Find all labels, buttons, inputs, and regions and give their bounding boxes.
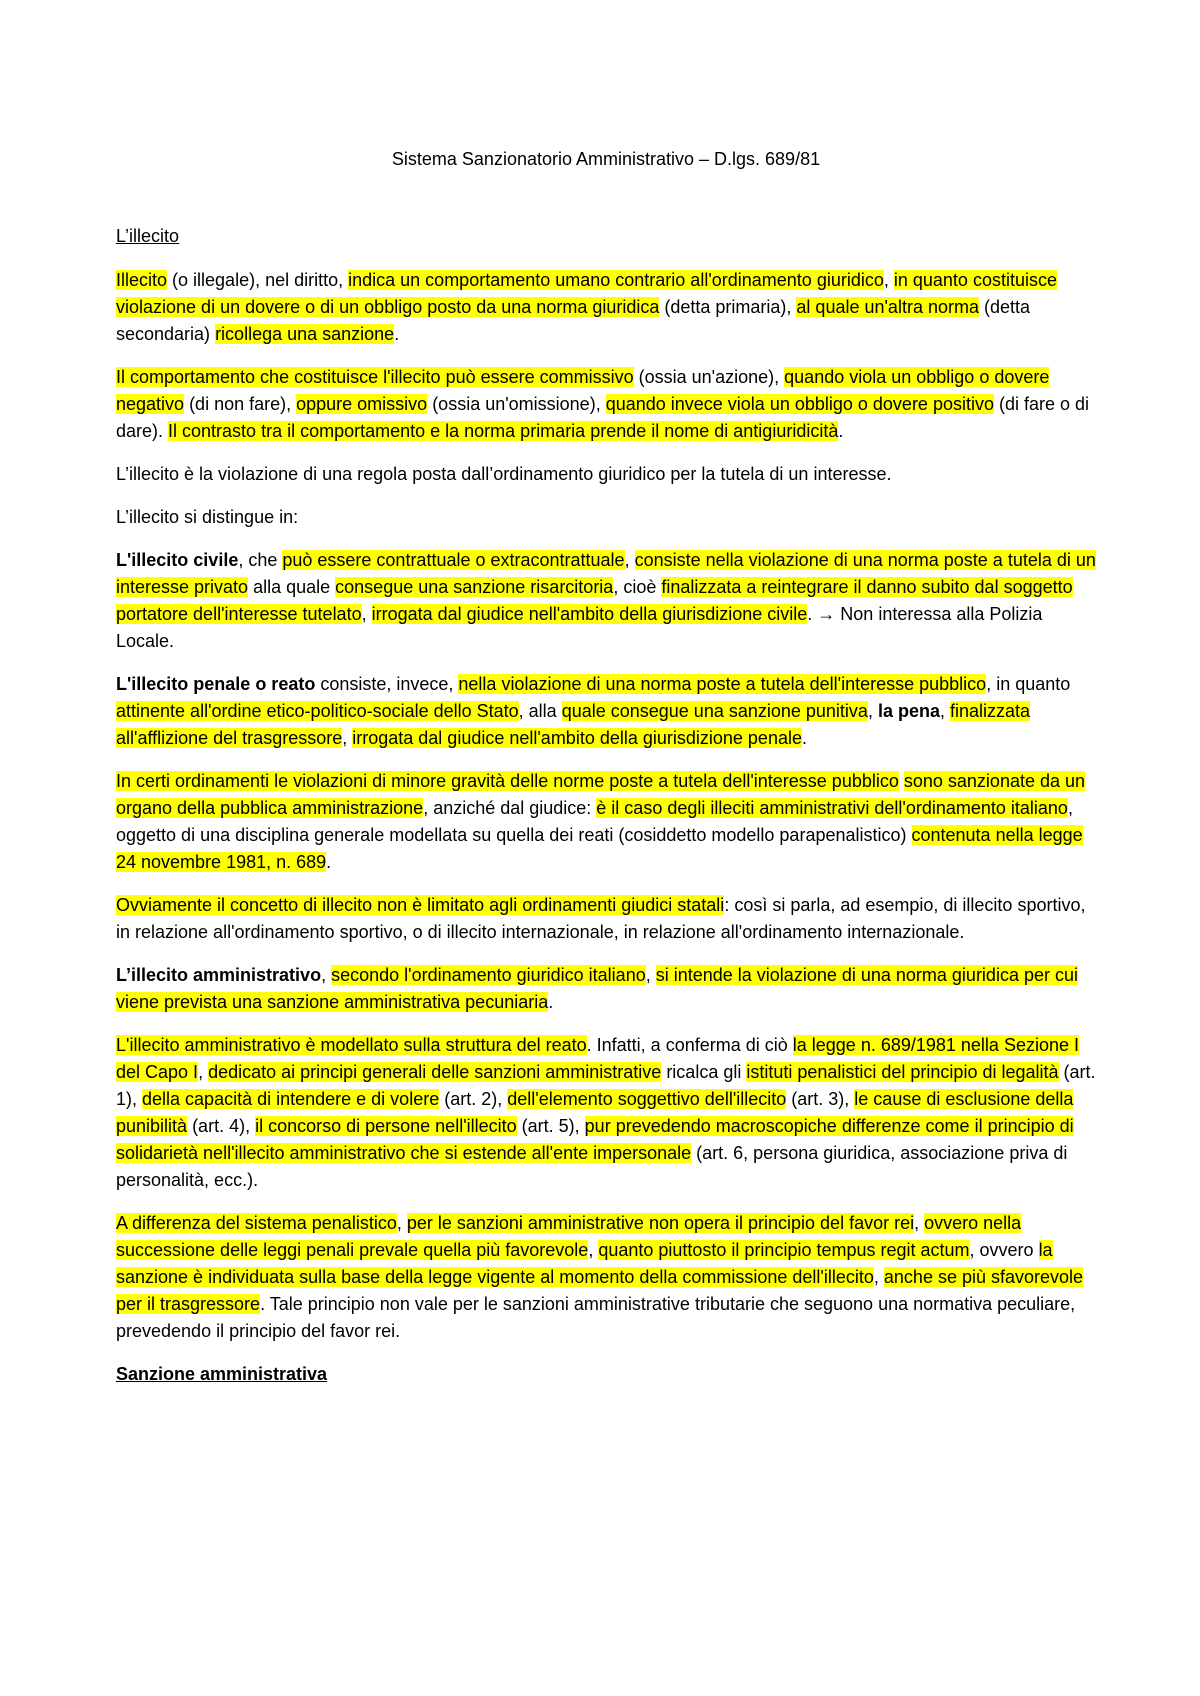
text-segment: . Tale principio non vale per le sanzioni amministrative tributarie che seguono una normativa peculiare, prevedendo il principio del favor rei. <box>116 1294 1076 1341</box>
highlighted-text: Il comportamento che costituisce l'illecito può essere commissivo <box>116 367 634 387</box>
text-segment: , cioè <box>613 577 662 597</box>
text-segment: (di fare o di dare). <box>116 394 1090 441</box>
paragraph <box>116 892 1096 946</box>
document-title: Sistema Sanzionatorio Amministrativo – D.lgs. 689/81 <box>391 149 821 169</box>
text-segment: , <box>342 728 353 748</box>
text-segment: , <box>396 1213 407 1233</box>
section-heading-illecito-text: L’illecito <box>116 226 180 246</box>
text-segment: , <box>361 604 372 624</box>
paragraph <box>116 962 1096 1016</box>
text-segment: (art. 6, persona giuridica, associazione priva di personalità, ecc.). <box>116 1143 1068 1190</box>
bold-text: L'illecito civile <box>116 550 239 570</box>
highlighted-text: quale consegue una sanzione punitiva <box>561 701 868 721</box>
highlighted-text: oppure omissivo <box>296 394 428 414</box>
highlighted-text: L'illecito amministrativo è modellato sulla struttura del reato <box>116 1035 587 1055</box>
text-segment: , <box>867 701 878 721</box>
text-segment: (ossia un'omissione), <box>427 394 606 414</box>
text-segment: , ovvero <box>969 1240 1039 1260</box>
text-segment: . <box>838 421 844 441</box>
highlighted-text: finalizzata all'afflizione del trasgressore <box>116 701 1031 748</box>
highlighted-text: nella violazione di una norma poste a tutela dell'interesse pubblico <box>458 674 987 694</box>
highlighted-text: quando viola un obbligo o dovere negativo <box>116 367 1050 414</box>
highlighted-text: per le sanzioni amministrative non opera il principio del favor rei <box>406 1213 915 1233</box>
section-heading-sanzione-text: Sanzione amministrativa <box>116 1364 328 1384</box>
highlighted-text: sono sanzionate da un organo della pubblica amministrazione <box>116 771 1086 818</box>
highlighted-text: Illecito <box>116 270 168 290</box>
highlighted-text: il concorso di persone nell'illecito <box>255 1116 517 1136</box>
highlighted-text: pur prevedendo macroscopiche differenze come il principio di solidarietà nell'illecito amministrativo che si estende all'ente impersonale <box>116 1116 1074 1163</box>
text-segment: (detta secondaria) <box>116 297 1031 344</box>
paragraph <box>116 1210 1096 1345</box>
highlighted-text: attinente all'ordine etico-politico-sociale dello Stato <box>116 701 519 721</box>
text-segment: , <box>940 701 951 721</box>
highlighted-text: della capacità di intendere e di volere <box>142 1089 440 1109</box>
text-segment: . <box>326 852 332 872</box>
text-segment: (art. 4), <box>187 1116 256 1136</box>
highlighted-text: si intende la violazione di una norma giuridica per cui viene prevista una sanzione amministrativa pecuniaria <box>116 965 1078 1012</box>
text-segment: , <box>624 550 635 570</box>
text-segment: alla quale <box>248 577 336 597</box>
text-segment: (art. 5), <box>516 1116 585 1136</box>
section-heading-sanzione <box>116 1361 1096 1388</box>
text-segment: consiste, invece, <box>315 674 459 694</box>
highlighted-text: finalizzata a reintegrare il danno subito dal soggetto portatore dell'interesse tutelato <box>116 577 1073 624</box>
paragraph <box>116 768 1096 876</box>
highlighted-text: dedicato ai principi generali delle sanzioni amministrative <box>208 1062 662 1082</box>
section-heading-illecito <box>116 223 1096 250</box>
text-segment: : così si parla, ad esempio, di illecito sportivo, in relazione all'ordinamento sportivo, o di illecito internazionale, in relazione all'ordinamento internazionale. <box>116 895 1086 942</box>
paragraph <box>116 267 1096 348</box>
bold-text: L'illecito penale o reato <box>116 674 316 694</box>
document-body <box>116 146 1096 1405</box>
highlighted-text: ovvero nella successione delle leggi penali prevale quella più favorevole <box>116 1213 1022 1260</box>
highlighted-text: quando invece viola un obbligo o dovere positivo <box>605 394 994 414</box>
highlighted-text: irrogata dal giudice nell'ambito della giurisdizione penale <box>352 728 802 748</box>
highlighted-text: in quanto costituisce violazione di un dovere o di un obbligo posto da una norma giuridica <box>116 270 1057 317</box>
text-segment: (art. 2), <box>439 1089 508 1109</box>
paragraph-list <box>116 267 1096 1345</box>
text-segment: . → Non interessa alla Polizia Locale. <box>116 604 1043 651</box>
text-segment: . Infatti, a conferma di ciò <box>586 1035 793 1055</box>
highlighted-text: consegue una sanzione risarcitoria <box>335 577 614 597</box>
highlighted-text: indica un comportamento umano contrario all'ordinamento giuridico <box>348 270 884 290</box>
paragraph <box>116 504 1096 531</box>
text-segment: L’illecito si distingue in: <box>116 507 299 527</box>
text-segment: ricalca gli <box>661 1062 747 1082</box>
highlighted-text: le cause di esclusione della punibilità <box>116 1089 1074 1136</box>
highlighted-text: Il contrasto tra il comportamento e la norma primaria prende il nome di antigiuridicità <box>168 421 839 441</box>
text-segment: , in quanto <box>986 674 1071 694</box>
text-segment: (detta primaria), <box>659 297 797 317</box>
paragraph <box>116 671 1096 752</box>
text-segment: , <box>198 1062 209 1082</box>
bold-text: la pena <box>877 701 940 721</box>
highlighted-text: contenuta nella legge 24 novembre 1981, n. 689 <box>116 825 1083 872</box>
highlighted-text: la legge n. 689/1981 nella Sezione I del Capo I <box>116 1035 1079 1082</box>
highlighted-text: istituti penalistici del principio di legalità <box>746 1062 1059 1082</box>
text-segment: (di non fare), <box>184 394 297 414</box>
text-segment: , che <box>238 550 283 570</box>
highlighted-text: può essere contrattuale o extracontrattuale <box>282 550 625 570</box>
text-segment: , anziché dal giudice: <box>423 798 597 818</box>
highlighted-text: al quale un'altra norma <box>796 297 979 317</box>
paragraph <box>116 1032 1096 1194</box>
text-segment: . <box>801 728 807 748</box>
highlighted-text: dell'elemento soggettivo dell'illecito <box>507 1089 787 1109</box>
highlighted-text: secondo l'ordinamento giuridico italiano <box>331 965 646 985</box>
text-segment: , <box>873 1267 884 1287</box>
highlighted-text: A differenza del sistema penalistico <box>116 1213 397 1233</box>
highlighted-text: quanto piuttosto il principio tempus regit actum <box>598 1240 970 1260</box>
highlighted-text: anche se più sfavorevole per il trasgressore <box>116 1267 1084 1314</box>
text-segment: , alla <box>518 701 562 721</box>
text-segment: L’illecito è la violazione di una regola posta dall’ordinamento giuridico per la tutela di un interesse. <box>116 464 892 484</box>
paragraph <box>116 364 1096 445</box>
highlighted-text: irrogata dal giudice nell'ambito della giurisdizione civile <box>371 604 808 624</box>
paragraph <box>116 547 1096 655</box>
text-segment: , <box>645 965 656 985</box>
text-segment: , <box>588 1240 599 1260</box>
highlighted-text: Ovviamente il concetto di illecito non è limitato agli ordinamenti giudici statali <box>116 895 725 915</box>
paragraph <box>116 461 1096 488</box>
text-segment: . <box>394 324 400 344</box>
highlighted-text: la sanzione è individuata sulla base della legge vigente al momento della commissione dell'illecito <box>116 1240 1053 1287</box>
text-segment: . <box>548 992 554 1012</box>
highlighted-text: consiste nella violazione di una norma poste a tutela di un interesse privato <box>116 550 1096 597</box>
highlighted-text: In certi ordinamenti le violazioni di minore gravità delle norme poste a tutela dell'interesse pubblico <box>116 771 899 791</box>
text-segment: , oggetto di una disciplina generale modellata su quella dei reati (cosiddetto modello parapenalistico) <box>116 798 1073 845</box>
text-segment: (ossia un'azione), <box>633 367 785 387</box>
highlighted-text: è il caso degli illeciti amministrativi dell'ordinamento italiano <box>596 798 1068 818</box>
text-segment: , <box>883 270 894 290</box>
highlighted-text: ricollega una sanzione <box>215 324 395 344</box>
text-segment: , <box>914 1213 925 1233</box>
text-segment: (o illegale), nel diritto, <box>167 270 349 290</box>
text-segment: (art. 3), <box>786 1089 855 1109</box>
text-segment: , <box>321 965 332 985</box>
bold-text: L’illecito amministrativo <box>116 965 322 985</box>
text-segment: (art. 1), <box>116 1062 1096 1109</box>
